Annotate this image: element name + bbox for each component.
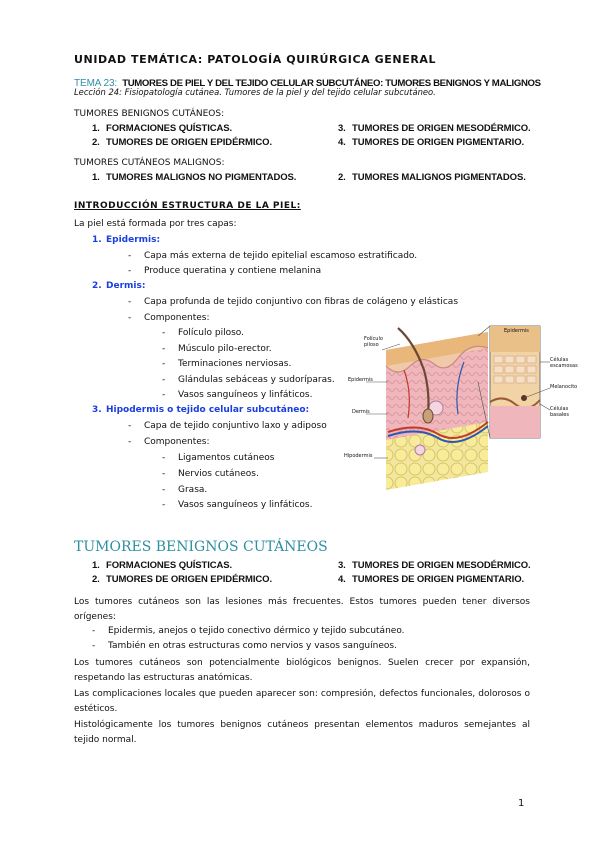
sub-item: - Vasos sanguíneos y linfáticos. (162, 390, 313, 400)
paragraph-2: Los tumores cutáneos son potencialmente biológicos benignos. Suelen crecer por expansión, respetando las estructuras anatómicas. (74, 658, 530, 683)
label-celulas-escamosas: Células escamosas (550, 357, 578, 369)
unit-title: UNIDAD TEMÁTICA: PATOLOGÍA QUIRÚRGICA GENERAL (74, 53, 437, 66)
benign-item: 1. FORMACIONES QUÍSTICAS. (92, 560, 233, 571)
paragraph-4: Histológicamente los tumores benignos cutáneos presentan elementos maduros semejantes al tejido normal. (74, 720, 530, 745)
index-malign-item: 2. TUMORES MALIGNOS PIGMENTADOS. (338, 172, 526, 183)
paragraph-3: Las complicaciones locales que pueden aparecer son: compresión, defectos funcionales, dolorosos o estéticos. (74, 689, 530, 714)
layer-epidermis: 1. Epidermis: (92, 235, 161, 245)
layer-item: - Produce queratina y contiene melanina (128, 266, 322, 276)
index-benign-heading: TUMORES BENIGNOS CUTÁNEOS: (74, 109, 225, 119)
sub-item: - Ligamentos cutáneos (162, 453, 275, 463)
label-hipodermis: Hipodermis (344, 453, 373, 459)
benign-item: 2. TUMORES DE ORIGEN EPIDÉRMICO. (92, 574, 273, 585)
sub-item: - Terminaciones nerviosas. (162, 359, 292, 369)
layer-item: - Capa profunda de tejido conjuntivo con fibras de colágeno y elásticas (128, 297, 459, 307)
intro-lead: La piel está formada por tres capas: (74, 219, 237, 229)
sub-item: - Músculo pilo-erector. (162, 344, 272, 354)
label-foliculo: Folículo piloso (364, 336, 383, 348)
sub-item: - Grasa. (162, 485, 208, 495)
skin-diagram (338, 322, 576, 490)
paragraph-1: Los tumores cutáneos son las lesiones más frecuentes. Estos tumores pueden tener diversos orígenes: (74, 597, 530, 622)
origin-item: - Epidermis, anejos o tejido conectivo dérmico y tejido subcutáneo. (92, 626, 405, 636)
index-benign-item: 3. TUMORES DE ORIGEN MESODÉRMICO. (338, 123, 531, 134)
sub-item: - Nervios cutáneos. (162, 469, 259, 479)
layer-item: - Capa más externa de tejido epitelial escamoso estratificado. (128, 251, 418, 261)
tema-title: TUMORES DE PIEL Y DEL TEJIDO CELULAR SUBCUTÁNEO: TUMORES BENIGNOS Y MALIGNOS (122, 78, 541, 89)
index-benign-item: 1. FORMACIONES QUÍSTICAS. (92, 123, 233, 134)
page-number: 1 (518, 798, 525, 809)
layer-hipodermis: 3. Hipodermis o tejido celular subcutáneo: (92, 405, 310, 415)
intro-heading: INTRODUCCIÓN ESTRUCTURA DE LA PIEL: (74, 201, 301, 211)
layer-dermis: 2. Dermis: (92, 281, 146, 291)
sub-item: - Vasos sanguíneos y linfáticos. (162, 500, 313, 510)
layer-item: - Componentes: (128, 437, 210, 447)
lesson-line: Lección 24: Fisiopatología cutánea. Tumores de la piel y del tejido celular subcutáneo. (74, 87, 436, 97)
layer-item: - Componentes: (128, 313, 210, 323)
label-dermis: Dermis (352, 409, 370, 415)
label-epidermis-top: Epidermis (504, 328, 529, 334)
benign-item: 4. TUMORES DE ORIGEN PIGMENTARIO. (338, 574, 525, 585)
index-malign-item: 1. TUMORES MALIGNOS NO PIGMENTADOS. (92, 172, 297, 183)
label-melanocito: Melanocito (550, 384, 578, 390)
label-celulas-basales: Células basales (550, 406, 569, 418)
sub-item: - Glándulas sebáceas y sudoríparas. (162, 375, 335, 385)
layer-item: - Capa de tejido conjuntivo laxo y adiposo (128, 421, 327, 431)
index-malign-heading: TUMORES CUTÁNEOS MALIGNOS: (74, 158, 225, 168)
index-benign-item: 2. TUMORES DE ORIGEN EPIDÉRMICO. (92, 137, 273, 148)
section-heading: TUMORES BENIGNOS CUTÁNEOS (74, 539, 328, 555)
origin-item: - También en otras estructuras como nervios y vasos sanguíneos. (92, 641, 397, 651)
index-benign-item: 4. TUMORES DE ORIGEN PIGMENTARIO. (338, 137, 525, 148)
tema-prefix: TEMA 23: (74, 78, 118, 89)
benign-item: 3. TUMORES DE ORIGEN MESODÉRMICO. (338, 560, 531, 571)
sub-item: - Folículo piloso. (162, 328, 245, 338)
label-epidermis: Epidermis (348, 377, 373, 383)
